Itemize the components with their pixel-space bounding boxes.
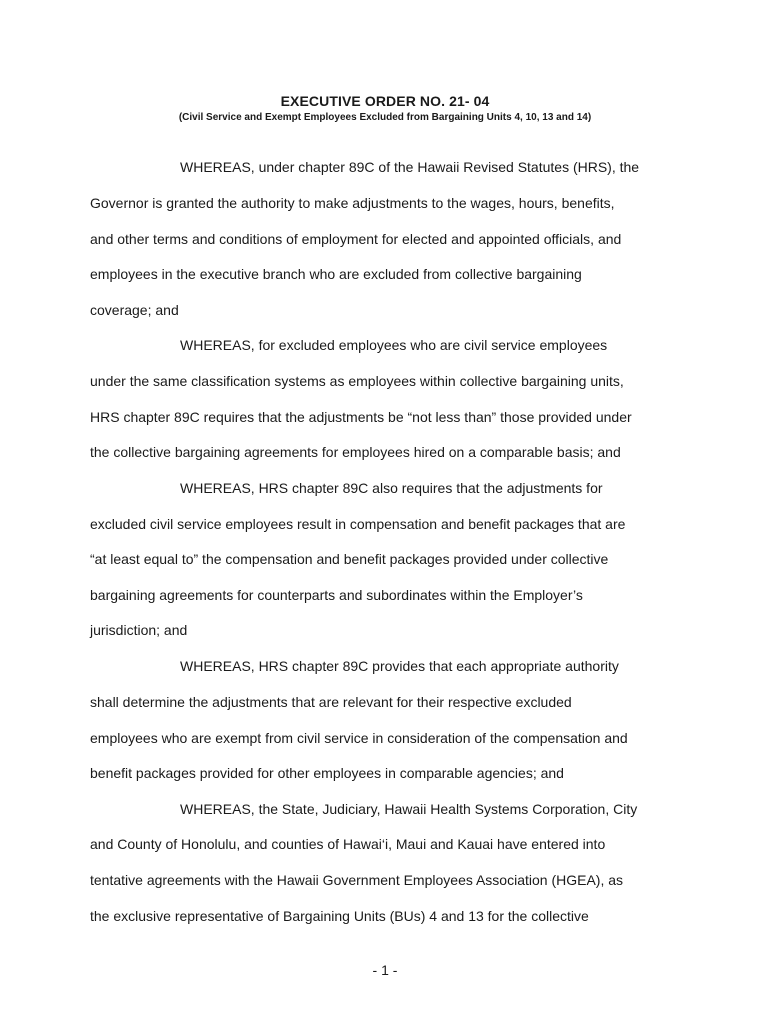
body-line: WHEREAS, HRS chapter 89C provides that each appropriate authority — [180, 658, 619, 674]
body-line: WHEREAS, for excluded employees who are civil service employees — [180, 337, 608, 353]
document-subtitle: (Civil Service and Exempt Employees Excluded from Bargaining Units 4, 10, 13 and 14) — [178, 112, 592, 123]
body-line: excluded civil service employees result in compensation and benefit packages that are — [90, 516, 626, 532]
body-line: coverage; and — [90, 302, 179, 318]
body-line: WHEREAS, under chapter 89C of the Hawaii Revised Statutes (HRS), the — [180, 159, 640, 175]
body-line: shall determine the adjustments that are relevant for their respective excluded — [90, 694, 572, 710]
body-line: the collective bargaining agreements for employees hired on a comparable basis; and — [90, 444, 621, 460]
body-line: and other terms and conditions of employment for elected and appointed officials, and — [90, 231, 622, 247]
body-line: bargaining agreements for counterparts and subordinates within the Employer’s — [90, 587, 583, 603]
body-line: Governor is granted the authority to make adjustments to the wages, hours, benefits, — [90, 195, 615, 211]
body-line: tentative agreements with the Hawaii Government Employees Association (HGEA), as — [90, 872, 624, 888]
body-line: WHEREAS, the State, Judiciary, Hawaii Health Systems Corporation, City — [180, 801, 638, 817]
body-line: WHEREAS, HRS chapter 89C also requires that the adjustments for — [180, 480, 603, 496]
body-line: benefit packages provided for other employees in comparable agencies; and — [90, 765, 564, 781]
page-number: - 1 - — [372, 962, 398, 978]
document-title: EXECUTIVE ORDER NO. 21- 04 — [280, 93, 490, 109]
body-line: “at least equal to” the compensation and benefit packages provided under collective — [90, 551, 609, 567]
body-line: under the same classification systems as employees within collective bargaining units, — [90, 373, 624, 389]
body-line: the exclusive representative of Bargaining Units (BUs) 4 and 13 for the collective — [90, 908, 589, 924]
body-line: employees in the executive branch who are excluded from collective bargaining — [90, 266, 582, 282]
body-line: jurisdiction; and — [90, 622, 188, 638]
body-line: employees who are exempt from civil service in consideration of the compensation and — [90, 730, 628, 746]
body-line: and County of Honolulu, and counties of Hawai‘i, Maui and Kauai have entered into — [90, 836, 606, 852]
body-line: HRS chapter 89C requires that the adjustments be “not less than” those provided under — [90, 409, 632, 425]
